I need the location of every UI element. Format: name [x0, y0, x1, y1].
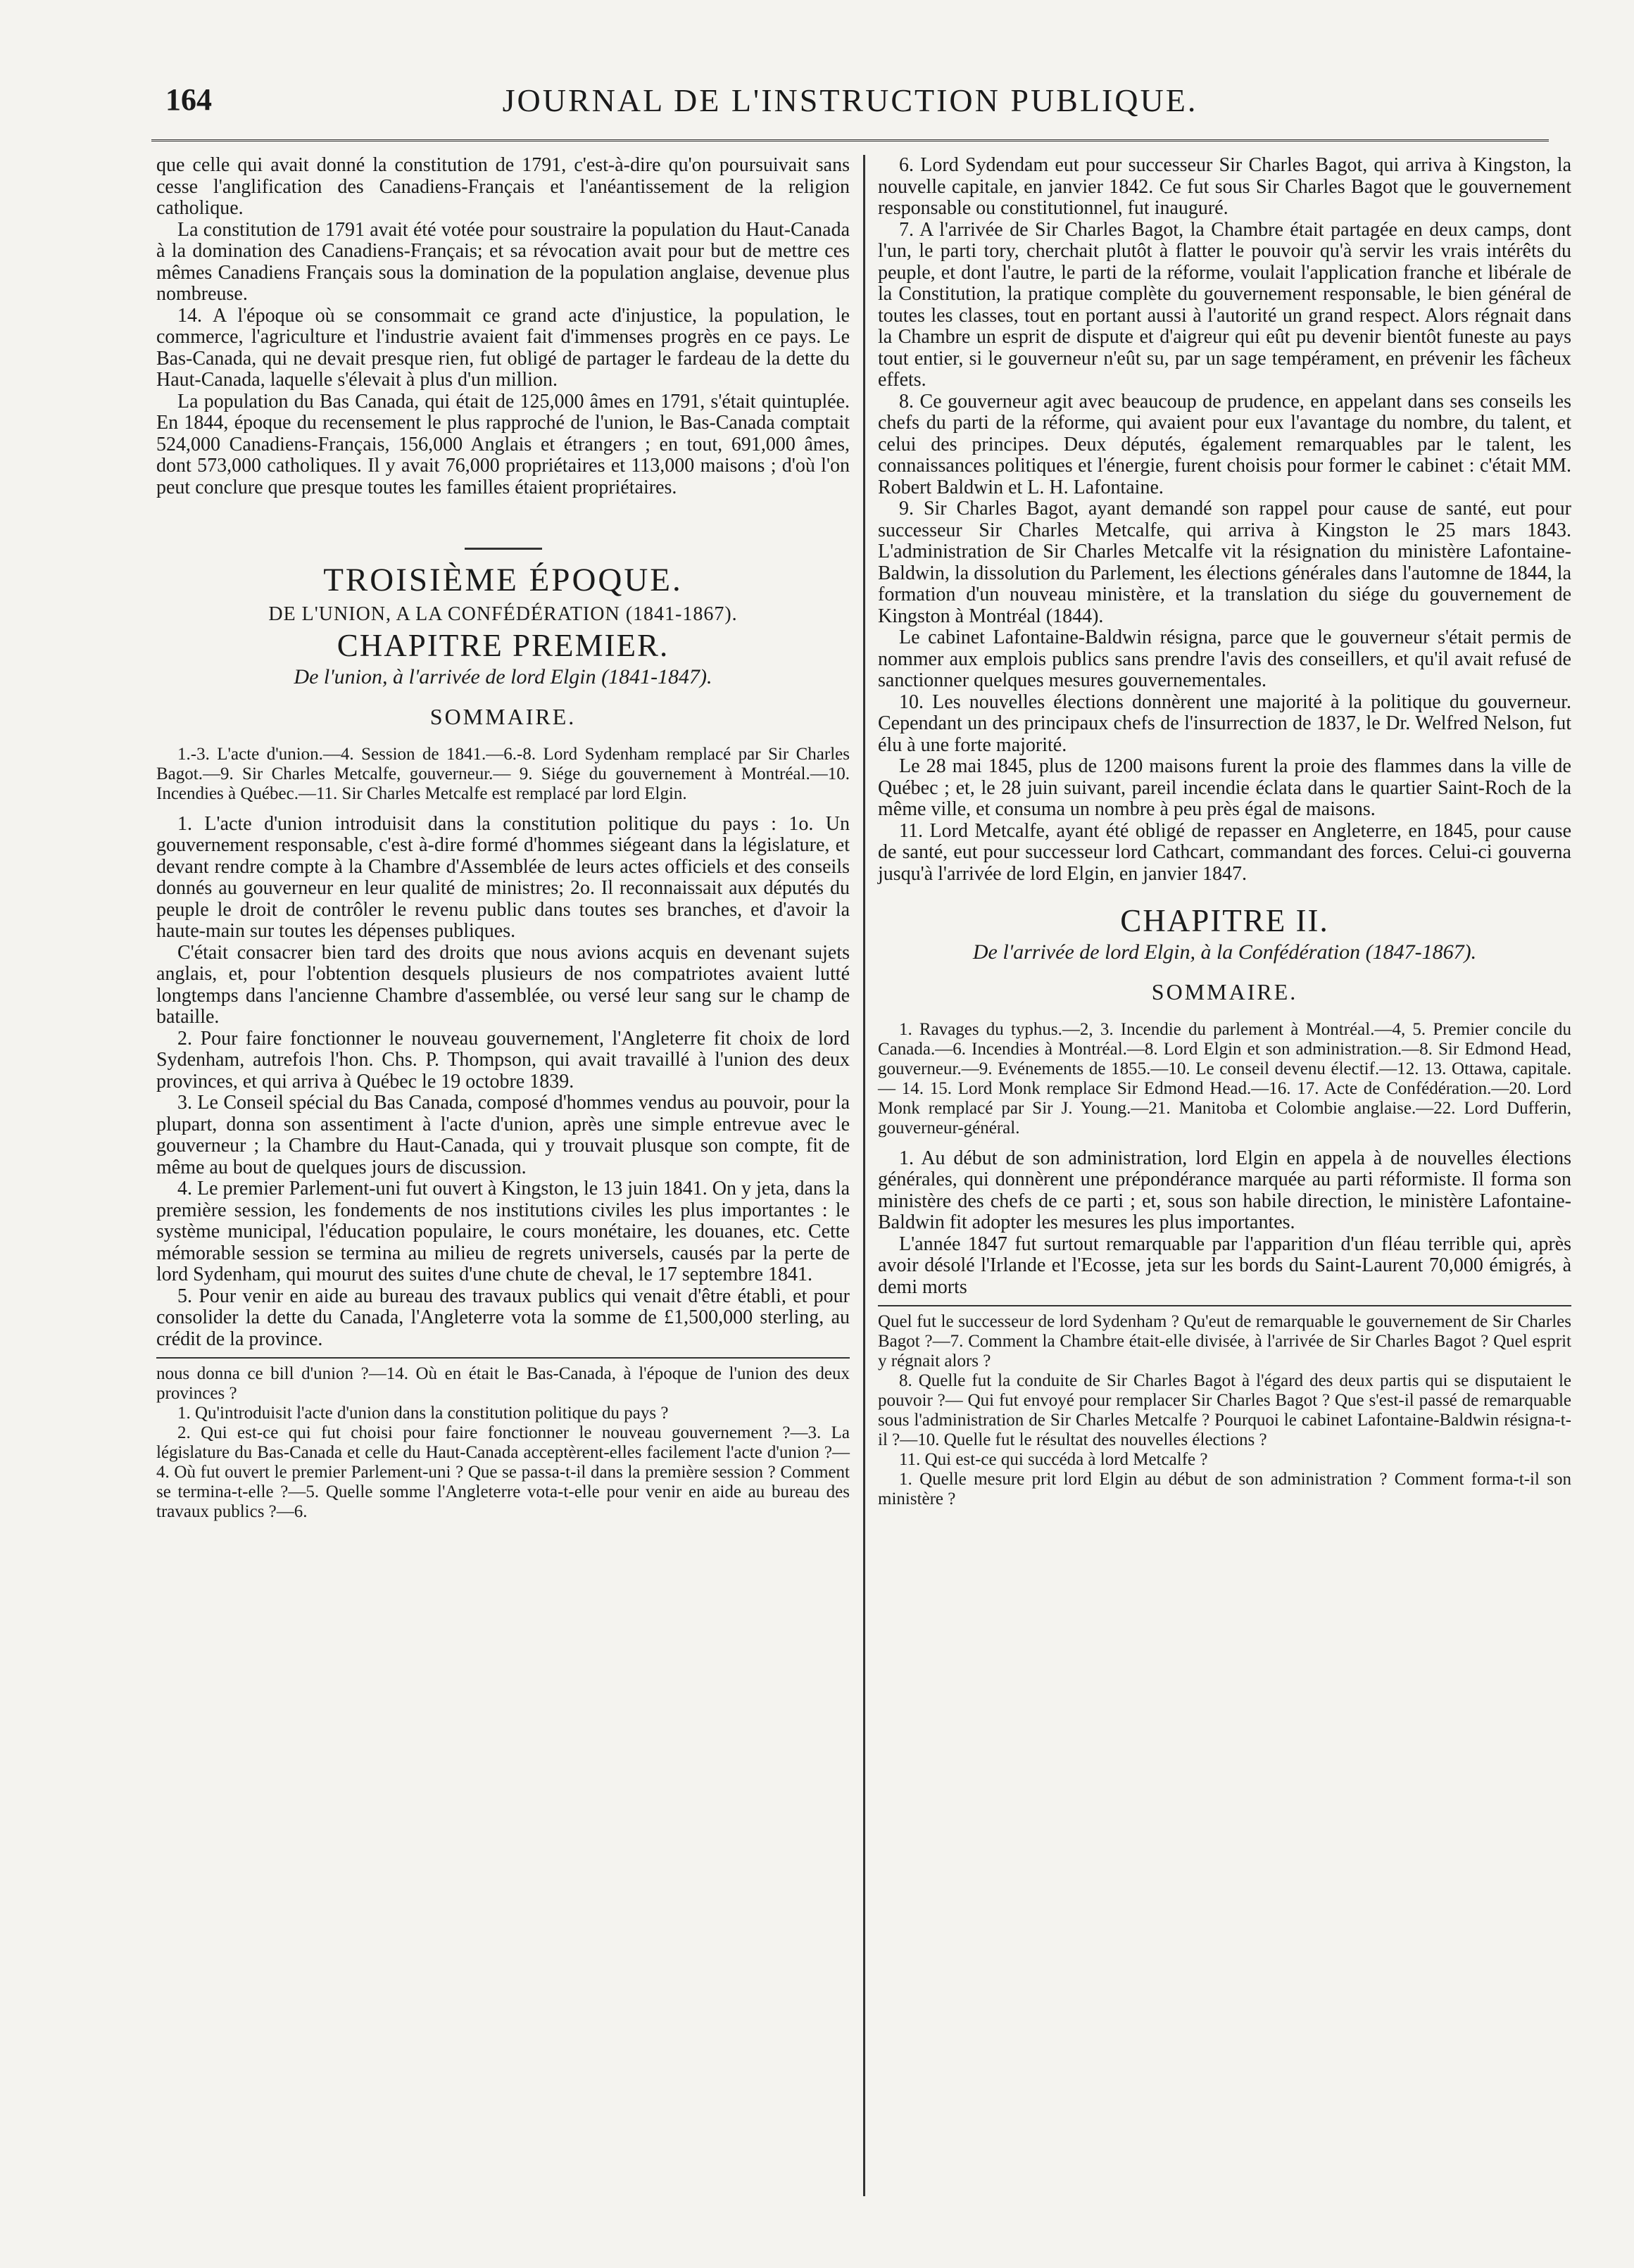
paragraph: 6. Lord Sydendam eut pour successeur Sir Charles Bagot, qui arriva à Kingston, la nouvelle capitale, en janvier 1842. Ce fut sous Sir Charles Bagot que le gouvernement responsable ou constitutionnel, fut inauguré.	[878, 154, 1571, 219]
left-column	[156, 155, 850, 1522]
question: 8. Quelle fut la conduite de Sir Charles Bagot à l'égard des deux partis qui se disputaient le pouvoir ?— Qui fut envoyé pour remplacer Sir Charles Bagot ? Que s'est-il passé de remarquable sous l'administration de Sir Charles Metcalfe ? Pourquoi le cabinet Lafontaine-Baldwin résigna-t-il ?—10. Quelle fut le résultat des nouvelles élections ?	[878, 1371, 1571, 1449]
paragraph: 9. Sir Charles Bagot, ayant demandé son rappel pour cause de santé, eut pour successeur Sir Charles Metcalfe, qui arriva à Kingston le 25 mars 1843. L'administration de Sir Charles Metcalfe vit la résignation du ministère Lafontaine-Baldwin, la dissolution du Parlement, les élections générales dans l'automne de 1844, la formation d'un nouveau ministère, et la translation du siége du gouvernement de Kingston à Montréal (1844).	[878, 498, 1571, 627]
paragraph: C'était consacrer bien tard des droits que nous avions acquis en devenant sujets anglais, et, pour l'obtention desquels plusieurs de nos compatriotes avaient lutté longtemps dans l'ancienne Chambre d'assemblée, ou versé leur sang sur le champ de bataille.	[156, 941, 850, 1028]
paragraph: La population du Bas Canada, qui était de 125,000 âmes en 1791, s'était quintuplée. En 1844, époque du recensement le plus rapproché de l'union, le Bas-Canada comptait 524,000 Canadiens-Français, 156,000 Anglais et étrangers ; en tout, 691,000 âmes, dont 573,000 catholiques. Il y avait 76,000 propriétaires et 113,000 maisons ; d'où l'on peut conclure que presque toutes les familles étaient propriétaires.	[156, 390, 850, 498]
journal-title: JOURNAL DE L'INSTRUCTION PUBLIQUE.	[502, 82, 1198, 118]
questions-rule	[878, 1305, 1571, 1306]
paragraph: 3. Le Conseil spécial du Bas Canada, composé d'hommes vendus au pouvoir, pour la plupart, donna son assentiment à l'acte d'union, après une simple entrevue avec le gouverneur ; la Chambre du Haut-Canada, qui y trouvait plusque son compte, fit de même au bout de quelques jours de discussion.	[156, 1092, 850, 1178]
sommaire-text: 1.-3. L'acte d'union.—4. Session de 1841.—6.-8. Lord Sydenham remplacé par Sir Charles Bagot.—9. Sir Charles Metcalfe, gouverneur.— 9. Siége du gouvernement à Montréal.—10. Incendies à Québec.—11. Sir Charles Metcalfe est remplacé par lord Elgin.	[156, 744, 850, 803]
paragraph: 14. A l'époque où se consommait ce grand acte d'injustice, la population, le commerce, l'agriculture et l'industrie avaient fait d'immenses progrès en ce pays. Le Bas-Canada, qui ne devait presque rien, fut obligé de partager le fardeau de la dette du Haut-Canada, laquelle s'élevait à plus d'un million.	[156, 304, 850, 391]
paragraph: 4. Le premier Parlement-uni fut ouvert à Kingston, le 13 juin 1841. On y jeta, dans la première session, les fondements de nos institutions civiles les plus importantes : le système municipal, l'éducation populaire, le cours monétaire, les douanes, etc. Cette mémorable session se termina au milieu de regrets universels, causés par la perte de lord Sydenham, qui mourut des suites d'une chute de cheval, le 17 septembre 1841.	[156, 1178, 850, 1285]
header-rule	[151, 139, 1549, 146]
paragraph: 7. A l'arrivée de Sir Charles Bagot, la Chambre était partagée en deux camps, dont l'un, le parti tory, cherchait plutôt à flatter le pouvoir qu'à servir les vrais intérêts du peuple, et dont l'autre, le parti de la réforme, voulait l'application franche et libérale de la Constitution, la pratique complète du gouvernement responsable, le bien général de toutes les classes, tout en portant aussi à l'autorité un grand respect. Alors régnait dans la Chambre un esprit de dispute et d'aigreur qui eût pu devenir bientôt funeste au pays tout entier, si le gouverneur n'eût su, par un sage tempérament, en prévenir les fâcheux effets.	[878, 218, 1571, 391]
questions-rule	[156, 1357, 850, 1359]
sommaire-text: 1. Ravages du typhus.—2, 3. Incendie du parlement à Montréal.—4, 5. Premier concile du Canada.—6. Incendies à Montréal.—8. Lord Elgin et son administration.—8. Sir Edmond Head, gouverneur.—9. Evénements de 1855.—10. Le conseil devenu électif.—12. 13. Ottawa, capitale.— 14. 15. Lord Monk remplace Sir Edmond Head.—16. 17. Acte de Confédération.—20. Lord Monk remplacé par Sir J. Young.—21. Manitoba et Colombie anglaise.—22. Lord Dufferin, gouverneur-général.	[878, 1019, 1571, 1138]
epoque-title: TROISIÈME ÉPOQUE.	[323, 562, 683, 598]
question: 2. Qui est-ce qui fut choisi pour faire fonctionner le nouveau gouvernement ?—3. La législature du Bas-Canada et celle du Haut-Canada acceptèrent-elles facilement l'acte d'union ?—4. Où fut ouvert le premier Parlement-uni ? Que se passa-t-il dans la première session ? Comment se termina-t-elle ?—5. Quelle somme l'Angleterre vota-t-elle pour venir en aide au bureau des travaux publics ?—6.	[156, 1423, 850, 1521]
question: 1. Quelle mesure prit lord Elgin au début de son administration ? Comment forma-t-il son ministère ?	[878, 1470, 1571, 1508]
paragraph: 8. Ce gouverneur agit avec beaucoup de prudence, en appelant dans ses conseils les chefs du parti de la réforme, qui avaient pour eux l'avantage du nombre, du talent, et celui des principes. Deux députés, également remarquables par le talent, les connaissances politiques et l'énergie, furent choisis pour former le cabinet : c'était MM. Robert Baldwin et L. H. Lafontaine.	[878, 390, 1571, 498]
question: 11. Qui est-ce qui succéda à lord Metcalfe ?	[899, 1450, 1208, 1469]
paragraph: 2. Pour faire fonctionner le nouveau gouvernement, l'Angleterre fit choix de lord Sydenham, autrefois l'hon. Chs. P. Thompson, qui avait travaillé à l'union des deux provinces, et qui arriva à Québec le 19 octobre 1839.	[156, 1027, 850, 1092]
column-divider	[863, 155, 865, 2196]
chapter2-title: CHAPITRE II.	[1120, 903, 1329, 938]
paragraph: 5. Pour venir en aide au bureau des travaux publics qui venait d'être établi, et pour consolider la dette du Canada, l'Angleterre vota la somme de £1,500,000 sterling, au crédit de la province.	[156, 1285, 850, 1350]
paragraph: 1. Au début de son administration, lord Elgin en appela à de nouvelles élections générales, qui donnèrent une prépondérance marquée au parti réformiste. Il forma son ministère des chefs de ce parti ; et, sous son habile direction, le ministère Lafontaine-Baldwin fit adopter les mesures les plus importantes.	[878, 1147, 1571, 1233]
question: 1. Qu'introduisit l'acte d'union dans la constitution politique du pays ?	[177, 1404, 669, 1423]
paragraph: 11. Lord Metcalfe, ayant été obligé de repasser en Angleterre, en 1845, pour cause de santé, eut pour successeur lord Cathcart, commandant des forces. Celui-ci gouverna jusqu'à l'arrivée de lord Elgin, en janvier 1847.	[878, 819, 1571, 885]
chapter2-subtitle: De l'arrivée de lord Elgin, à la Confédération (1847-1867).	[972, 940, 1477, 964]
paragraph: 1. L'acte d'union introduisit dans la constitution politique du pays : 1o. Un gouvernement responsable, c'est à-dire formé d'hommes siégeant dans la législature, et devant rendre compte à la Chambre d'Assemblée de leurs actes officiels et des conseils donnés au gouverneur en leur qualité de ministres; 2o. Il reconnaissait aux députés du peuple le droit de contrôler le revenu public dans toutes ses branches, et d'avoir la haute-main sur toutes les dépenses publiques.	[156, 812, 850, 942]
page-header	[151, 76, 1549, 125]
chapter-subtitle: De l'union, à l'arrivée de lord Elgin (1841-1847).	[294, 664, 712, 688]
sommaire-title: SOMMAIRE.	[429, 704, 577, 729]
chapter-title: CHAPITRE PREMIER.	[337, 628, 670, 663]
question: Quel fut le successeur de lord Sydenham ? Qu'eut de remarquable le gouvernement de Sir Charles Bagot ?—7. Comment la Chambre était-elle divisée, à l'arrivée de Sir Charles Bagot ? Quel esprit y régnait alors ?	[878, 1312, 1571, 1371]
sommaire-title: SOMMAIRE.	[1151, 979, 1298, 1004]
section-separator	[465, 548, 542, 550]
question: nous donna ce bill d'union ?—14. Où en était le Bas-Canada, à l'époque de l'union des deux provinces ?	[156, 1364, 850, 1403]
paragraph: 10. Les nouvelles élections donnèrent une majorité à la politique du gouverneur. Cependant un des principaux chefs de l'insurrection de 1837, le Dr. Welfred Nelson, fut élu à une forte majorité.	[878, 691, 1571, 756]
paragraph: La constitution de 1791 avait été votée pour soustraire la population du Haut-Canada à la domination des Canadiens-Français; et sa révocation avait pour but de mettre ces mêmes Canadiens Français sous la domination de la population anglaise, devenue plus nombreuse.	[156, 218, 850, 305]
paragraph: Le 28 mai 1845, plus de 1200 maisons furent la proie des flammes dans la ville de Québec ; et, le 28 juin suivant, pareil incendie éclata dans le quartier Saint-Roch de la même ville, et consuma un nombre à peu près égal de maisons.	[878, 755, 1571, 820]
paragraph: Le cabinet Lafontaine-Baldwin résigna, parce que le gouverneur s'était permis de nommer aux emplois publics sans prendre l'avis des conseillers, et qu'il avait refusé de sanctionner quelques mesures gouvernementales.	[878, 626, 1571, 691]
page-number: 164	[165, 82, 212, 117]
epoque-subtitle: DE L'UNION, A LA CONFÉDÉRATION (1841-1867).	[268, 603, 738, 625]
right-column	[878, 155, 1571, 1509]
paragraph: L'année 1847 fut surtout remarquable par l'apparition d'un fléau terrible qui, après avoir désolé l'Irlande et l'Ecosse, jeta sur les bords du Saint-Laurent 70,000 émigrés, à demi morts	[878, 1233, 1571, 1298]
paragraph: que celle qui avait donné la constitution de 1791, c'est-à-dire qu'on poursuivait sans cesse l'anglification des Canadiens-Français et l'anéantissement de la religion catholique.	[156, 154, 850, 219]
